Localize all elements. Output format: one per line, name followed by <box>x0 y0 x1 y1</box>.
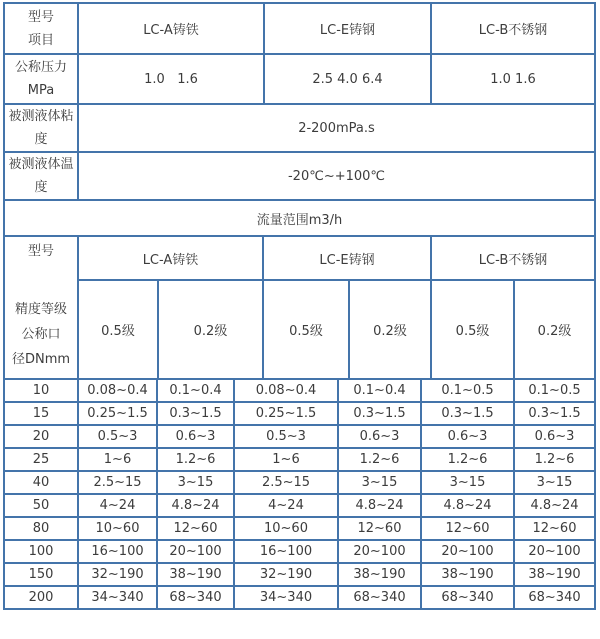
flow-value-cell: 1.2~6 <box>514 448 595 471</box>
flow-value-cell: 1~6 <box>234 448 338 471</box>
flow-range-row <box>4 200 595 236</box>
flow-value-cell: 32~190 <box>234 563 338 586</box>
pressure-value-cell: 2.5 4.0 6.4 <box>264 54 431 104</box>
dn-cell: 25 <box>4 448 78 471</box>
flow-value-cell: 32~190 <box>78 563 157 586</box>
viscosity-label-line: 度 <box>34 132 48 147</box>
temperature-label-line: 被测液体温 <box>8 157 74 172</box>
pressure-value-cell: 1.0 1.6 <box>431 54 595 104</box>
flow-value-cell: 4.8~24 <box>338 494 421 517</box>
spec-table <box>3 2 596 237</box>
flow-value-cell: 2.5~15 <box>78 471 157 494</box>
temperature-label-line: 度 <box>34 180 48 195</box>
flow-value-cell: 10~60 <box>78 517 157 540</box>
flow-value-cell: 4.8~24 <box>421 494 514 517</box>
flow-value-cell: 38~190 <box>338 563 421 586</box>
accuracy-class-cell: 0.2级 <box>349 280 431 379</box>
model-header-cell: LC-E铸钢 <box>264 3 431 54</box>
flow-value-cell: 34~340 <box>234 586 338 609</box>
flow-value-cell: 68~340 <box>514 586 595 609</box>
flow-value-cell: 1~6 <box>78 448 157 471</box>
flow-value-cell: 16~100 <box>78 540 157 563</box>
flow-value-cell: 3~15 <box>514 471 595 494</box>
accuracy-class-row <box>4 280 595 379</box>
flow-model-header-cell: LC-E铸钢 <box>263 236 431 280</box>
spec-header-row <box>4 3 595 54</box>
flow-row <box>4 563 595 586</box>
flow-value-cell: 20~100 <box>157 540 234 563</box>
model-header-cell: LC-B不锈钢 <box>431 3 595 54</box>
flow-value-cell: 0.5~3 <box>78 425 157 448</box>
dn-cell: 80 <box>4 517 78 540</box>
flow-value-cell: 1.2~6 <box>338 448 421 471</box>
flow-value-cell: 38~190 <box>514 563 595 586</box>
flow-model-header-cell: LC-B不锈钢 <box>431 236 595 280</box>
flow-row <box>4 402 595 425</box>
pressure-label-cell <box>4 54 78 104</box>
dn-cell: 150 <box>4 563 78 586</box>
flow-value-cell: 20~100 <box>338 540 421 563</box>
flow-value-cell: 0.6~3 <box>514 425 595 448</box>
flow-value-cell: 0.1~0.5 <box>421 379 514 402</box>
flow-value-cell: 12~60 <box>421 517 514 540</box>
temperature-label-cell <box>4 152 78 200</box>
flow-value-cell: 0.3~1.5 <box>514 402 595 425</box>
flow-value-cell: 3~15 <box>421 471 514 494</box>
flow-row <box>4 517 595 540</box>
flow-value-cell: 0.1~0.4 <box>338 379 421 402</box>
flow-value-cell: 0.3~1.5 <box>157 402 234 425</box>
flow-value-cell: 12~60 <box>514 517 595 540</box>
flow-value-cell: 2.5~15 <box>234 471 338 494</box>
dn-cell: 40 <box>4 471 78 494</box>
viscosity-value-cell: 2-200mPa.s <box>78 104 595 152</box>
flow-value-cell: 3~15 <box>338 471 421 494</box>
flow-value-cell: 12~60 <box>338 517 421 540</box>
flow-row <box>4 494 595 517</box>
flow-value-cell: 0.6~3 <box>157 425 234 448</box>
dn-cell: 200 <box>4 586 78 609</box>
flow-value-cell: 0.5~3 <box>234 425 338 448</box>
flow-row <box>4 379 595 402</box>
flow-value-cell: 0.25~1.5 <box>234 402 338 425</box>
flow-value-cell: 0.1~0.4 <box>157 379 234 402</box>
pressure-label-line: 公称压力 <box>14 60 67 75</box>
flow-value-cell: 1.2~6 <box>421 448 514 471</box>
flow-corner-line: 公称口 <box>21 327 61 342</box>
flow-value-cell: 4~24 <box>78 494 157 517</box>
flow-model-row <box>4 236 595 280</box>
flow-value-cell: 0.6~3 <box>421 425 514 448</box>
flow-value-cell: 1.2~6 <box>157 448 234 471</box>
dn-cell: 10 <box>4 379 78 402</box>
flow-row <box>4 471 595 494</box>
flow-value-cell: 20~100 <box>421 540 514 563</box>
flow-row <box>4 425 595 448</box>
accuracy-class-cell: 0.5级 <box>263 280 349 379</box>
corner-line-item: 项目 <box>27 32 54 48</box>
accuracy-class-cell: 0.5级 <box>431 280 514 379</box>
temperature-row <box>4 152 595 200</box>
accuracy-class-cell: 0.5级 <box>78 280 158 379</box>
flow-value-cell: 20~100 <box>514 540 595 563</box>
flow-row <box>4 540 595 563</box>
flow-corner-model-label: 型号 <box>27 244 54 259</box>
flow-value-cell: 12~60 <box>157 517 234 540</box>
accuracy-class-cell: 0.2级 <box>514 280 595 379</box>
dn-cell: 15 <box>4 402 78 425</box>
flow-value-cell: 34~340 <box>78 586 157 609</box>
flow-row <box>4 586 595 609</box>
flow-value-cell: 38~190 <box>421 563 514 586</box>
flow-corner-cell <box>4 236 78 379</box>
flow-value-cell: 38~190 <box>157 563 234 586</box>
spec-corner-cell <box>4 3 78 54</box>
viscosity-label-cell <box>4 104 78 152</box>
flow-value-cell: 4.8~24 <box>514 494 595 517</box>
flow-row <box>4 448 595 471</box>
viscosity-row <box>4 104 595 152</box>
flow-value-cell: 10~60 <box>234 517 338 540</box>
flow-value-cell: 16~100 <box>234 540 338 563</box>
flow-table-header <box>3 235 596 380</box>
pressure-label-line: MPa <box>27 83 55 98</box>
viscosity-label-line: 被测液体粘 <box>8 109 74 124</box>
model-header-cell: LC-A铸铁 <box>78 3 264 54</box>
temperature-value-cell: -20℃~+100℃ <box>78 152 595 200</box>
flow-table-body <box>3 378 596 610</box>
pressure-row <box>4 54 595 104</box>
flow-model-header-cell: LC-A铸铁 <box>78 236 263 280</box>
flow-value-cell: 0.25~1.5 <box>78 402 157 425</box>
dn-cell: 100 <box>4 540 78 563</box>
flow-value-cell: 4~24 <box>234 494 338 517</box>
flow-value-cell: 0.3~1.5 <box>338 402 421 425</box>
flow-value-cell: 4.8~24 <box>157 494 234 517</box>
flow-corner-line: 精度等级 <box>14 302 67 317</box>
flow-value-cell: 0.6~3 <box>338 425 421 448</box>
flow-value-cell: 68~340 <box>338 586 421 609</box>
dn-cell: 20 <box>4 425 78 448</box>
flow-value-cell: 0.3~1.5 <box>421 402 514 425</box>
flow-corner-line: 径DNmm <box>11 352 71 367</box>
flow-value-cell: 68~340 <box>421 586 514 609</box>
flow-value-cell: 3~15 <box>157 471 234 494</box>
flow-value-cell: 0.08~0.4 <box>78 379 157 402</box>
flow-value-cell: 0.08~0.4 <box>234 379 338 402</box>
flow-value-cell: 0.1~0.5 <box>514 379 595 402</box>
dn-cell: 50 <box>4 494 78 517</box>
flow-corner-dn-label <box>7 297 75 372</box>
corner-line-model: 型号 <box>27 9 54 25</box>
pressure-value-cell: 1.0 1.6 <box>78 54 264 104</box>
flow-range-banner: 流量范围m3/h <box>4 200 595 236</box>
flow-value-cell: 68~340 <box>157 586 234 609</box>
accuracy-class-cell: 0.2级 <box>158 280 263 379</box>
